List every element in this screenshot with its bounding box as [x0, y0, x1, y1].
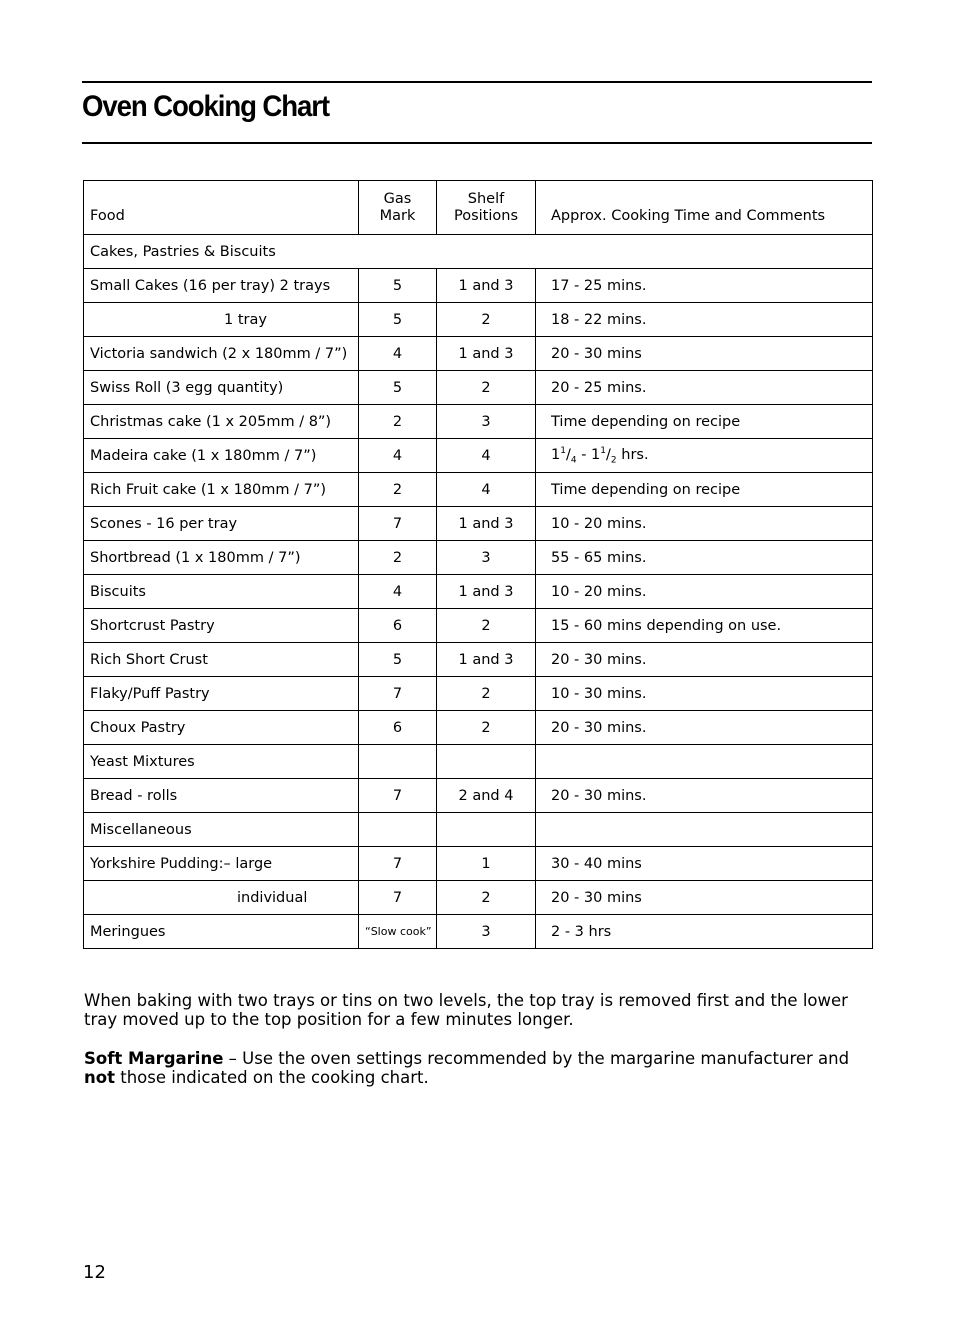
cooking-time-cell: Time depending on recipe — [536, 473, 873, 507]
food-cell: individual — [84, 881, 359, 915]
food-cell: Madeira cake (1 x 180mm / 7”) — [84, 439, 359, 473]
food-cell: Swiss Roll (3 egg quantity) — [84, 371, 359, 405]
cooking-time-cell — [536, 439, 873, 473]
soft-margarine-label: Soft Margarine — [84, 1049, 224, 1068]
shelf-position-cell: 1 and 3 — [437, 337, 536, 371]
shelf-position-cell: 2 — [437, 303, 536, 337]
table-row — [84, 541, 873, 575]
food-cell: Small Cakes (16 per tray) 2 trays — [84, 269, 359, 303]
section-heading: Cakes, Pastries & Biscuits — [84, 235, 873, 269]
cooking-time-cell: 15 - 60 mins depending on use. — [536, 609, 873, 643]
gas-mark-cell: 7 — [359, 677, 437, 711]
table-row — [84, 779, 873, 813]
shelf-position-cell: 2 and 4 — [437, 779, 536, 813]
shelf-position-cell: 3 — [437, 405, 536, 439]
table-row — [84, 915, 873, 949]
table-row — [84, 575, 873, 609]
margarine-not-emphasis: not — [84, 1068, 115, 1087]
table-row — [84, 473, 873, 507]
top-rule — [82, 81, 872, 83]
food-cell: Bread - rolls — [84, 779, 359, 813]
cooking-time-cell: 20 - 25 mins. — [536, 371, 873, 405]
shelf-position-cell: 2 — [437, 677, 536, 711]
header-gas-mark — [359, 181, 437, 235]
food-cell: 1 tray — [84, 303, 359, 337]
shelf-position-cell: 2 — [437, 711, 536, 745]
empty-cell — [359, 813, 437, 847]
shelf-position-cell: 1 and 3 — [437, 269, 536, 303]
table-row — [84, 643, 873, 677]
food-cell: Rich Short Crust — [84, 643, 359, 677]
shelf-position-cell: 4 — [437, 473, 536, 507]
shelf-position-cell: 1 — [437, 847, 536, 881]
fraction-numerator-2: 1 — [600, 445, 607, 456]
gas-mark-cell: 4 — [359, 337, 437, 371]
gas-mark-cell: 5 — [359, 269, 437, 303]
header-shelf-line2: Positions — [453, 208, 518, 224]
gas-mark-cell: “Slow cook” — [359, 915, 437, 949]
cooking-time-cell: 10 - 20 mins. — [536, 575, 873, 609]
section-heading: Miscellaneous — [84, 813, 359, 847]
gas-mark-cell: 6 — [359, 711, 437, 745]
food-cell: Biscuits — [84, 575, 359, 609]
food-cell: Flaky/Puff Pastry — [84, 677, 359, 711]
food-cell: Meringues — [84, 915, 359, 949]
table-row — [84, 337, 873, 371]
cooking-time-cell: Time depending on recipe — [536, 405, 873, 439]
shelf-position-cell: 2 — [437, 881, 536, 915]
shelf-position-cell: 3 — [437, 915, 536, 949]
table-row — [84, 405, 873, 439]
margarine-text-part1: – Use the oven settings recommended by the margarine manufacturer and — [223, 1049, 850, 1068]
header-shelf-positions — [437, 181, 536, 235]
food-cell: Choux Pastry — [84, 711, 359, 745]
empty-cell — [536, 813, 873, 847]
gas-mark-cell: 2 — [359, 405, 437, 439]
table-row — [84, 269, 873, 303]
table-row — [84, 439, 873, 473]
empty-cell — [359, 745, 437, 779]
page-title: Oven Cooking Chart — [82, 90, 329, 123]
fraction-slash-1: / — [565, 446, 571, 463]
food-cell: Scones - 16 per tray — [84, 507, 359, 541]
page-number: 12 — [83, 1262, 106, 1283]
fraction-numerator-1: 1 — [560, 445, 566, 456]
cooking-time-cell: 20 - 30 mins — [536, 881, 873, 915]
cooking-time-cell: 17 - 25 mins. — [536, 269, 873, 303]
cooking-time-cell: 10 - 30 mins. — [536, 677, 873, 711]
header-gas-line2: Mark — [379, 208, 416, 224]
cooking-time-cell: 20 - 30 mins. — [536, 711, 873, 745]
time-whole-1: 1 — [551, 446, 561, 463]
gas-mark-cell: 5 — [359, 643, 437, 677]
food-cell: Rich Fruit cake (1 x 180mm / 7”) — [84, 473, 359, 507]
fraction-denominator-2: 2 — [610, 455, 617, 466]
food-cell: Victoria sandwich (2 x 180mm / 7”) — [84, 337, 359, 371]
empty-cell — [437, 813, 536, 847]
cooking-time-cell: 18 - 22 mins. — [536, 303, 873, 337]
shelf-position-cell: 1 and 3 — [437, 643, 536, 677]
table-row — [84, 677, 873, 711]
shelf-position-cell: 4 — [437, 439, 536, 473]
gas-mark-cell: 7 — [359, 847, 437, 881]
gas-mark-cell: 2 — [359, 541, 437, 575]
table-row — [84, 371, 873, 405]
gas-mark-cell: 4 — [359, 439, 437, 473]
section-heading: Yeast Mixtures — [84, 745, 359, 779]
shelf-position-cell: 2 — [437, 609, 536, 643]
shelf-position-cell: 2 — [437, 371, 536, 405]
two-trays-note: When baking with two trays or tins on two levels, the top tray is removed first and the lower tray moved up to the top position for a few minutes longer. — [84, 991, 848, 1029]
section-row — [84, 745, 873, 779]
empty-cell — [536, 745, 873, 779]
shelf-position-cell: 3 — [437, 541, 536, 575]
fraction-slash-2: / — [606, 446, 611, 463]
header-gas-line1: Gas — [383, 191, 412, 207]
gas-mark-cell: 7 — [359, 507, 437, 541]
margarine-text-part2: those indicated on the cooking chart. — [114, 1068, 429, 1087]
shelf-position-cell: 1 and 3 — [437, 507, 536, 541]
gas-mark-cell: 5 — [359, 371, 437, 405]
food-cell: Shortcrust Pastry — [84, 609, 359, 643]
soft-margarine-note — [84, 1049, 874, 1087]
cooking-time-cell: 20 - 30 mins. — [536, 779, 873, 813]
shelf-position-cell: 1 and 3 — [437, 575, 536, 609]
oven-cooking-chart-table — [83, 180, 873, 949]
fraction-denominator-1: 4 — [570, 455, 577, 466]
gas-mark-cell: 7 — [359, 881, 437, 915]
cooking-time-cell: 20 - 30 mins — [536, 337, 873, 371]
food-cell: Christmas cake (1 x 205mm / 8”) — [84, 405, 359, 439]
header-cooking-time: Approx. Cooking Time and Comments — [536, 181, 873, 235]
table-body — [84, 235, 873, 949]
title-underline-rule — [82, 142, 872, 144]
header-shelf-line1: Shelf — [467, 191, 505, 207]
cooking-time-cell: 20 - 30 mins. — [536, 643, 873, 677]
section-row — [84, 235, 873, 269]
cooking-time-cell: 30 - 40 mins — [536, 847, 873, 881]
cooking-time-cell: 55 - 65 mins. — [536, 541, 873, 575]
table-row — [84, 711, 873, 745]
table-row — [84, 881, 873, 915]
table-row — [84, 507, 873, 541]
header-food: Food — [84, 181, 359, 235]
table-row — [84, 303, 873, 337]
food-cell: Shortbread (1 x 180mm / 7”) — [84, 541, 359, 575]
gas-mark-cell: 2 — [359, 473, 437, 507]
gas-mark-cell: 7 — [359, 779, 437, 813]
cooking-time-cell: 10 - 20 mins. — [536, 507, 873, 541]
table-row — [84, 609, 873, 643]
gas-mark-cell: 4 — [359, 575, 437, 609]
food-cell: Yorkshire Pudding:– large — [84, 847, 359, 881]
empty-cell — [437, 745, 536, 779]
gas-mark-cell: 6 — [359, 609, 437, 643]
time-unit: hrs. — [616, 446, 649, 463]
time-separator: - 1 — [576, 446, 601, 463]
table-header-row — [84, 181, 873, 235]
section-row — [84, 813, 873, 847]
table-row — [84, 847, 873, 881]
cooking-time-cell: 2 - 3 hrs — [536, 915, 873, 949]
gas-mark-cell: 5 — [359, 303, 437, 337]
